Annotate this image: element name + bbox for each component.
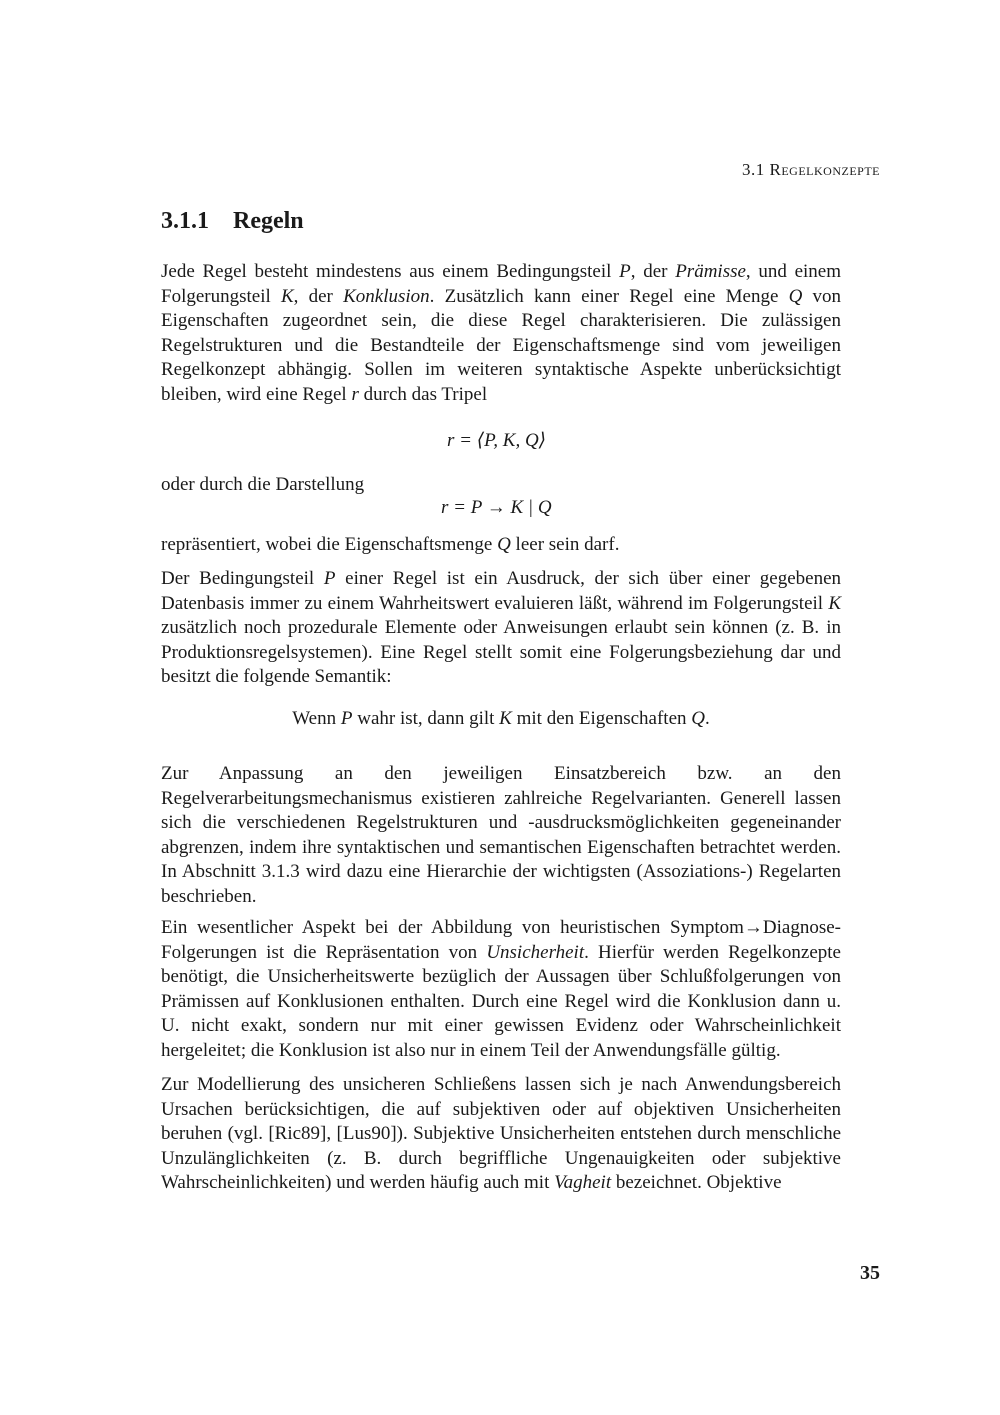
term-vagheit: Vagheit: [554, 1172, 612, 1193]
text: Zur Modellierung des unsicheren Schließens lassen sich je nach Anwendungsbereich Ursachen berücksichtigen, die auf subjektiven oder auf objektiven Unsicherheiten beruhen (vgl. [Ric89], [Lus90]). Subjektive Unsicherheiten entstehen durch menschliche Unzulänglichkeiten (z. B. durch begriffliche Ungenauigkeiten oder subjektive Wahrscheinlichkeiten) und werden häufig auch mit: [161, 1074, 841, 1193]
term-konklusion: Konklusion: [343, 285, 430, 307]
text: .: [704, 708, 710, 729]
running-header-title: Regelkonzepte: [769, 160, 880, 179]
text: Ein wesentlicher Aspekt bei der Abbildung von heuristischen Symptom→Diagnose-Folgerungen ist die Repräsentation von: [161, 917, 841, 963]
running-header: [742, 160, 880, 180]
text: zusätzlich noch prozedurale Elemente oder Anweisungen erlaubt sein können (z. B. in Produktionsregelsystemen). Eine Regel stellt somit eine Folgerungsbeziehung dar und besitzt die folgende Semantik:: [161, 617, 841, 687]
term-unsicherheit: Unsicherheit: [486, 941, 585, 963]
text: , und einem Folgerungsteil: [161, 261, 842, 307]
symbol-K: K: [280, 285, 294, 307]
term-praemisse: Prämisse: [675, 261, 746, 282]
page-number: 35: [860, 1262, 880, 1284]
symbol-Q: Q: [691, 708, 705, 729]
text: wahr ist, dann gilt: [352, 708, 500, 729]
text: von Eigenschaften zugeordnet sein, die diese Regel charakterisieren. Die zulässigen Regelstrukturen und die Bestandteile der Eigenschaftsmenge sind vom jeweiligen Regelkonzept abhängig. Sollen im weiteren syntaktische Aspekte unberücksichtigt bleiben, wird eine Regel: [161, 285, 842, 405]
text: bezeichnet. Objektive: [611, 1172, 782, 1193]
section-heading: [161, 208, 304, 235]
symbol-r: r: [351, 383, 359, 405]
text: , der: [630, 261, 676, 282]
section-number: 3.1.1: [161, 208, 209, 234]
text: durch das Tripel: [358, 383, 488, 405]
running-header-number: 3.1: [742, 160, 765, 179]
text: mit den Eigenschaften: [511, 708, 692, 729]
symbol-Q: Q: [788, 285, 803, 307]
paragraph-regelvarianten: Zur Anpassung an den jeweiligen Einsatzbereich bzw. an den Regelverarbeitungsmechanismus existieren zahlreiche Regelvarianten. Generell lassen sich die verschiedenen Regelstrukturen und -ausdrucksmöglichkeiten gegeneinander abgrenzen, indem ihre syntaktischen und semantischen Eigenschaften betrachtet werden. In Abschnitt 3.1.3 wird dazu eine Hierarchie der wichtigsten (Assoziations-) Regelarten beschrieben.: [161, 763, 841, 907]
text: repräsentiert, wobei die Eigenschaftsmenge: [161, 534, 498, 555]
paragraph-modellierung: [161, 1073, 841, 1196]
text: Der Bedingungsteil: [161, 568, 324, 589]
equation-arrow: r = P → K | Q: [441, 497, 552, 518]
paragraph-repraesentiert: [161, 533, 841, 558]
text: Wenn: [292, 708, 341, 729]
symbol-P: P: [619, 261, 631, 282]
paragraph-bedingungsteil: [161, 567, 841, 690]
text: . Zusätzlich kann einer Regel eine Menge: [429, 285, 789, 307]
symbol-P: P: [340, 708, 353, 729]
semantics-rule: [161, 708, 841, 730]
text: leer sein darf.: [510, 534, 620, 555]
symbol-P: P: [323, 568, 336, 589]
section-title: Regeln: [233, 208, 304, 234]
symbol-K: K: [499, 708, 512, 729]
equation-triple: r = ⟨P, K, Q⟩: [447, 430, 547, 451]
symbol-K: K: [828, 592, 841, 614]
paragraph-rules-intro: [161, 260, 841, 407]
text: , der: [293, 285, 344, 307]
text: einer Regel ist ein Ausdruck, der sich über einer gegebenen Datenbasis immer zu einem Wahrheitswert evaluieren läßt, während im Folgerungsteil: [161, 568, 841, 614]
text-oder-darstellung: oder durch die Darstellung: [161, 474, 365, 495]
text: Jede Regel besteht mindestens aus einem Bedingungsteil: [161, 261, 620, 282]
paragraph-unsicherheit: [161, 916, 841, 1063]
symbol-Q: Q: [497, 534, 511, 555]
text: . Hierfür werden Regelkonzepte benötigt, die Unsicherheitswerte bezüglich der Aussagen über Schlußfolgerungen von Prämissen auf Konklusionen enthalten. Durch eine Regel wird die Konklusion dann u. U. nicht exakt, sondern nur mit einer gewissen Evidenz oder Wahrscheinlichkeit hergeleitet; die Konklusion ist also nur in einem Teil der Anwendungsfälle gültig.: [161, 941, 841, 1061]
